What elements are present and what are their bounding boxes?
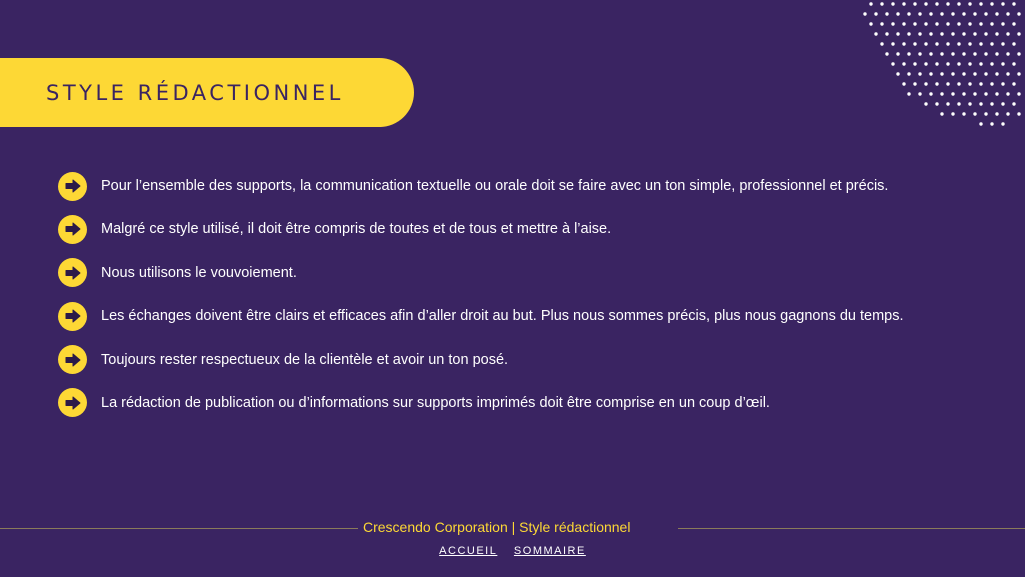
decorative-dot — [869, 2, 872, 5]
decorative-dot — [891, 22, 894, 25]
arrow-right-icon — [58, 302, 87, 331]
decorative-dot — [918, 32, 921, 35]
decorative-dot — [885, 52, 888, 55]
decorative-dot — [973, 72, 976, 75]
decorative-dot — [907, 72, 910, 75]
decorative-dot — [935, 62, 938, 65]
decorative-dot — [990, 122, 993, 125]
decorative-dot — [946, 42, 949, 45]
decorative-dot — [896, 52, 899, 55]
decorative-dot — [979, 22, 982, 25]
decorative-dot — [924, 62, 927, 65]
bullet-list — [58, 171, 904, 431]
decorative-dot — [863, 12, 866, 15]
decorative-dot — [962, 12, 965, 15]
list-item — [58, 388, 904, 418]
decorative-dot — [880, 2, 883, 5]
decorative-dot — [951, 12, 954, 15]
decorative-dot — [874, 32, 877, 35]
decorative-dot — [896, 12, 899, 15]
decorative-dot — [880, 22, 883, 25]
decorative-dot-pattern — [780, 0, 1025, 130]
decorative-dot — [935, 2, 938, 5]
decorative-dot — [918, 72, 921, 75]
decorative-dot — [968, 62, 971, 65]
decorative-dot — [973, 52, 976, 55]
decorative-dot — [1001, 62, 1004, 65]
decorative-dot — [891, 62, 894, 65]
decorative-dot — [984, 12, 987, 15]
decorative-dot — [913, 42, 916, 45]
decorative-dot — [995, 112, 998, 115]
decorative-dot — [913, 82, 916, 85]
slide-title: STYLE RÉDACTIONNEL — [46, 80, 344, 105]
decorative-dot — [1006, 112, 1009, 115]
decorative-dot — [940, 52, 943, 55]
decorative-dot — [1006, 92, 1009, 95]
decorative-dot — [940, 12, 943, 15]
decorative-dot — [1006, 72, 1009, 75]
decorative-dot — [984, 112, 987, 115]
decorative-dot — [957, 102, 960, 105]
home-link[interactable]: ACCUEIL — [439, 545, 498, 557]
decorative-dot — [924, 22, 927, 25]
decorative-dot — [918, 12, 921, 15]
decorative-dot — [918, 92, 921, 95]
decorative-dot — [902, 22, 905, 25]
decorative-dot — [979, 62, 982, 65]
decorative-dot — [1017, 112, 1020, 115]
decorative-dot — [951, 72, 954, 75]
decorative-dot — [968, 22, 971, 25]
decorative-dot — [907, 92, 910, 95]
bullet-text: Nous utilisons le vouvoiement. — [101, 264, 297, 281]
decorative-dot — [990, 2, 993, 5]
decorative-dot — [924, 102, 927, 105]
decorative-dot — [995, 32, 998, 35]
decorative-dot — [1006, 32, 1009, 35]
decorative-dot — [990, 62, 993, 65]
decorative-dot — [902, 82, 905, 85]
decorative-dot — [902, 2, 905, 5]
decorative-dot — [1001, 82, 1004, 85]
decorative-dot — [968, 82, 971, 85]
decorative-dot — [891, 42, 894, 45]
decorative-dot — [951, 112, 954, 115]
decorative-dot — [1012, 62, 1015, 65]
decorative-dot — [951, 32, 954, 35]
decorative-dot — [940, 92, 943, 95]
decorative-dot — [979, 102, 982, 105]
decorative-dot — [990, 42, 993, 45]
decorative-dot — [935, 82, 938, 85]
decorative-dot — [885, 12, 888, 15]
decorative-dot — [869, 22, 872, 25]
decorative-dot — [913, 22, 916, 25]
decorative-dot — [951, 92, 954, 95]
decorative-dot — [973, 12, 976, 15]
decorative-dot — [896, 32, 899, 35]
footer-nav — [0, 545, 1025, 557]
decorative-dot — [913, 2, 916, 5]
list-item — [58, 214, 904, 244]
decorative-dot — [957, 62, 960, 65]
decorative-dot — [957, 42, 960, 45]
arrow-right-icon — [58, 172, 87, 201]
decorative-dot — [902, 62, 905, 65]
arrow-right-icon — [58, 258, 87, 287]
decorative-dot — [984, 32, 987, 35]
decorative-dot — [1017, 12, 1020, 15]
decorative-dot — [1017, 52, 1020, 55]
decorative-dot — [935, 42, 938, 45]
decorative-dot — [968, 102, 971, 105]
decorative-dot — [962, 72, 965, 75]
arrow-right-icon — [58, 345, 87, 374]
decorative-dot — [880, 42, 883, 45]
decorative-dot — [946, 62, 949, 65]
decorative-dot — [913, 62, 916, 65]
decorative-dot — [918, 52, 921, 55]
decorative-dot — [946, 2, 949, 5]
decorative-dot — [990, 22, 993, 25]
decorative-dot — [962, 52, 965, 55]
decorative-dot — [1001, 102, 1004, 105]
decorative-dot — [946, 22, 949, 25]
decorative-dot — [929, 92, 932, 95]
bullet-text: La rédaction de publication ou d’informations sur supports imprimés doit être comprise en un coup d’œil. — [101, 394, 770, 411]
decorative-dot — [1012, 102, 1015, 105]
decorative-dot — [1012, 22, 1015, 25]
decorative-dot — [924, 82, 927, 85]
decorative-dot — [907, 32, 910, 35]
decorative-dot — [973, 92, 976, 95]
decorative-dot — [907, 52, 910, 55]
decorative-dot — [968, 2, 971, 5]
decorative-dot — [962, 112, 965, 115]
bullet-text: Les échanges doivent être clairs et efficaces afin d’aller droit au but. Plus nous sommes précis, plus nous gagnons du temps. — [101, 308, 904, 325]
decorative-dot — [1017, 32, 1020, 35]
footer-caption: Crescendo Corporation | Style rédactionnel — [363, 519, 631, 535]
decorative-dot — [973, 32, 976, 35]
decorative-dot — [984, 52, 987, 55]
decorative-dot — [924, 2, 927, 5]
decorative-dot — [929, 72, 932, 75]
decorative-dot — [1001, 42, 1004, 45]
decorative-dot — [940, 32, 943, 35]
decorative-dot — [995, 52, 998, 55]
list-item — [58, 171, 904, 201]
decorative-dot — [962, 32, 965, 35]
decorative-dot — [1001, 22, 1004, 25]
title-banner — [0, 58, 414, 127]
decorative-dot — [902, 42, 905, 45]
decorative-dot — [979, 2, 982, 5]
decorative-dot — [995, 92, 998, 95]
decorative-dot — [1012, 82, 1015, 85]
arrow-right-icon — [58, 215, 87, 244]
list-item — [58, 258, 904, 288]
decorative-dot — [1006, 52, 1009, 55]
decorative-dot — [940, 72, 943, 75]
decorative-dot — [968, 42, 971, 45]
decorative-dot — [962, 92, 965, 95]
decorative-dot — [1017, 72, 1020, 75]
decorative-dot — [907, 12, 910, 15]
decorative-dot — [1012, 2, 1015, 5]
decorative-dot — [1006, 12, 1009, 15]
decorative-dot — [973, 112, 976, 115]
decorative-dot — [984, 92, 987, 95]
decorative-dot — [979, 82, 982, 85]
decorative-dot — [990, 102, 993, 105]
decorative-dot — [957, 82, 960, 85]
decorative-dot — [935, 22, 938, 25]
decorative-dot — [885, 32, 888, 35]
decorative-dot — [984, 72, 987, 75]
decorative-dot — [929, 52, 932, 55]
bullet-text: Malgré ce style utilisé, il doit être compris de toutes et de tous et mettre à l’aise. — [101, 221, 612, 238]
decorative-dot — [924, 42, 927, 45]
decorative-dot — [891, 2, 894, 5]
summary-link[interactable]: SOMMAIRE — [513, 545, 586, 557]
decorative-dot — [874, 12, 877, 15]
decorative-dot — [946, 82, 949, 85]
decorative-dot — [929, 32, 932, 35]
decorative-dot — [951, 52, 954, 55]
decorative-dot — [940, 112, 943, 115]
decorative-dot — [896, 72, 899, 75]
decorative-dot — [995, 72, 998, 75]
decorative-dot — [979, 42, 982, 45]
decorative-dot — [1001, 2, 1004, 5]
decorative-dot — [979, 122, 982, 125]
arrow-right-icon — [58, 388, 87, 417]
decorative-dot — [935, 102, 938, 105]
list-item — [58, 345, 904, 375]
decorative-dot — [957, 22, 960, 25]
decorative-dot — [957, 2, 960, 5]
decorative-dot — [990, 82, 993, 85]
footer-divider-right — [678, 528, 1025, 529]
decorative-dot — [1001, 122, 1004, 125]
decorative-dot — [1017, 92, 1020, 95]
footer-divider-left — [0, 528, 358, 529]
decorative-dot — [946, 102, 949, 105]
decorative-dot — [995, 12, 998, 15]
decorative-dot — [929, 12, 932, 15]
bullet-text: Toujours rester respectueux de la clientèle et avoir un ton posé. — [101, 351, 509, 368]
decorative-dot — [1012, 42, 1015, 45]
bullet-text: Pour l’ensemble des supports, la communication textuelle ou orale doit se faire avec un ton simple, professionnel et précis. — [101, 178, 889, 194]
list-item — [58, 301, 904, 331]
